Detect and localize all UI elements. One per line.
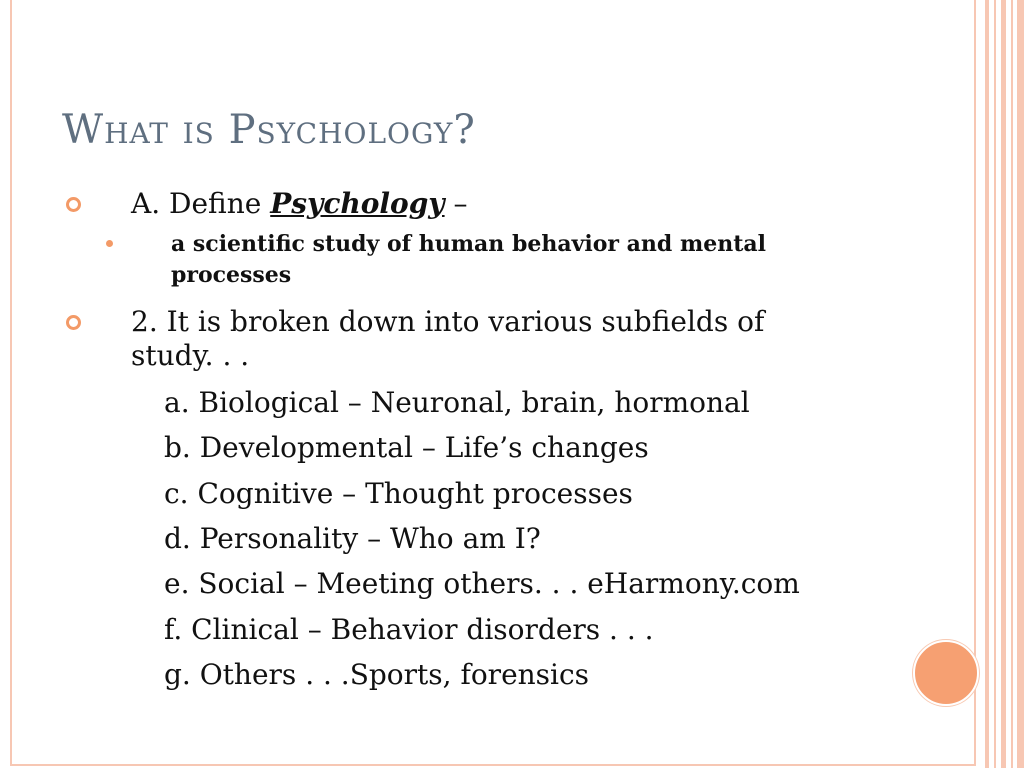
bullet-prefix: A. Define bbox=[131, 187, 271, 220]
subfield-item: a. Biological – Neuronal, brain, hormonal bbox=[164, 386, 750, 419]
subfield-item: e. Social – Meeting others. . . eHarmony.com bbox=[164, 567, 800, 600]
decorative-stripe bbox=[1017, 0, 1024, 768]
subfield-item: c. Cognitive – Thought processes bbox=[164, 477, 633, 510]
decorative-stripe bbox=[1011, 0, 1013, 768]
definition-text: a scientific study of human behavior and mental processes bbox=[171, 231, 766, 288]
sub-bullet-definition bbox=[171, 229, 871, 291]
bullet-suffix: – bbox=[444, 187, 468, 220]
dot-bullet-icon bbox=[106, 240, 113, 247]
bullet-subfields-intro bbox=[131, 305, 851, 373]
decorative-stripe bbox=[985, 0, 989, 768]
decorative-stripe bbox=[1001, 0, 1006, 768]
decorative-circle bbox=[913, 640, 979, 706]
bullet-define-psychology bbox=[131, 187, 891, 221]
decorative-stripe bbox=[994, 0, 996, 768]
subfield-item: f. Clinical – Behavior disorders . . . bbox=[164, 613, 654, 646]
defined-term: Psychology bbox=[270, 187, 445, 220]
ring-bullet-icon bbox=[66, 197, 81, 212]
subfield-item: d. Personality – Who am I? bbox=[164, 522, 541, 555]
slide-title: What is Psychology? bbox=[62, 107, 476, 153]
ring-bullet-icon bbox=[66, 315, 81, 330]
bullet-text: 2. It is broken down into various subfields of study. . . bbox=[131, 305, 765, 372]
subfield-item: g. Others . . .Sports, forensics bbox=[164, 658, 590, 691]
subfield-item: b. Developmental – Life’s changes bbox=[164, 431, 649, 464]
